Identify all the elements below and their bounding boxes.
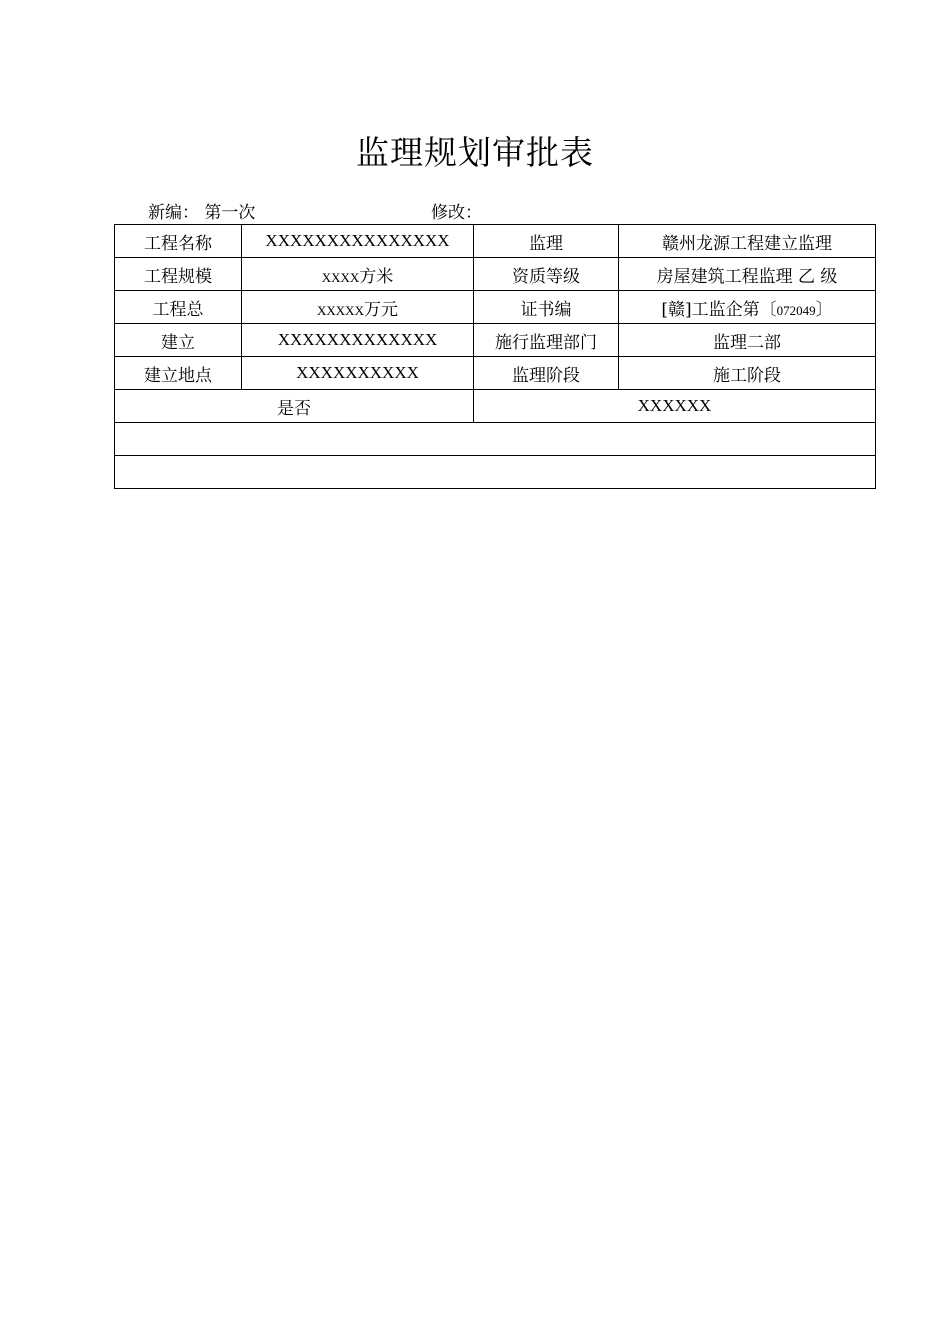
certificate-prefix: [赣]工监企第〔	[661, 299, 777, 320]
project-total-value	[242, 291, 474, 324]
table-row	[115, 456, 876, 489]
project-scale-unit: 方米	[359, 266, 394, 287]
form-title: 监理规划审批表	[356, 133, 594, 172]
table-row	[115, 357, 876, 390]
table-row	[115, 324, 876, 357]
department-label: 施行监理部门	[474, 324, 619, 357]
table-row	[115, 225, 876, 258]
project-total-number: XXXXX	[317, 302, 364, 318]
project-total-label: 工程总	[115, 291, 242, 324]
table-row	[115, 291, 876, 324]
establish-label: 建立	[115, 324, 242, 357]
certificate-number: 072049	[776, 302, 816, 318]
stage-value: 施工阶段	[619, 357, 876, 390]
supervision-company-value: 赣州龙源工程建立监理	[619, 225, 876, 258]
project-name-value: XXXXXXXXXXXXXXX	[242, 225, 474, 258]
qualification-label: 资质等级	[474, 258, 619, 291]
whether-value: XXXXXX	[474, 390, 876, 423]
preparation-section	[115, 423, 876, 456]
location-value: XXXXXXXXXX	[242, 357, 474, 390]
project-scale-label: 工程规模	[115, 258, 242, 291]
project-scale-number: XXXX	[321, 269, 360, 285]
approval-form-table	[114, 224, 876, 489]
table-row	[115, 258, 876, 291]
new-edition-label: 新编：	[148, 203, 199, 223]
new-edition-value: 第一次	[204, 203, 256, 223]
certificate-label: 证书编	[474, 291, 619, 324]
stage-label: 监理阶段	[474, 357, 619, 390]
table-row	[115, 423, 876, 456]
project-total-unit: 万元	[363, 299, 398, 320]
project-scale-value	[242, 258, 474, 291]
table-row	[115, 390, 876, 423]
project-name-label: 工程名称	[115, 225, 242, 258]
establish-value: XXXXXXXXXXXXX	[242, 324, 474, 357]
approval-section	[115, 456, 876, 489]
supervision-label: 监理	[474, 225, 619, 258]
modify-label: 修改：	[431, 203, 482, 223]
department-value: 监理二部	[619, 324, 876, 357]
whether-label: 是否	[115, 390, 474, 423]
new-edition-line	[148, 198, 255, 223]
certificate-value	[619, 291, 876, 324]
qualification-value: 房屋建筑工程监理 乙 级	[619, 258, 876, 291]
location-label: 建立地点	[115, 357, 242, 390]
certificate-suffix: 〕	[815, 299, 833, 320]
